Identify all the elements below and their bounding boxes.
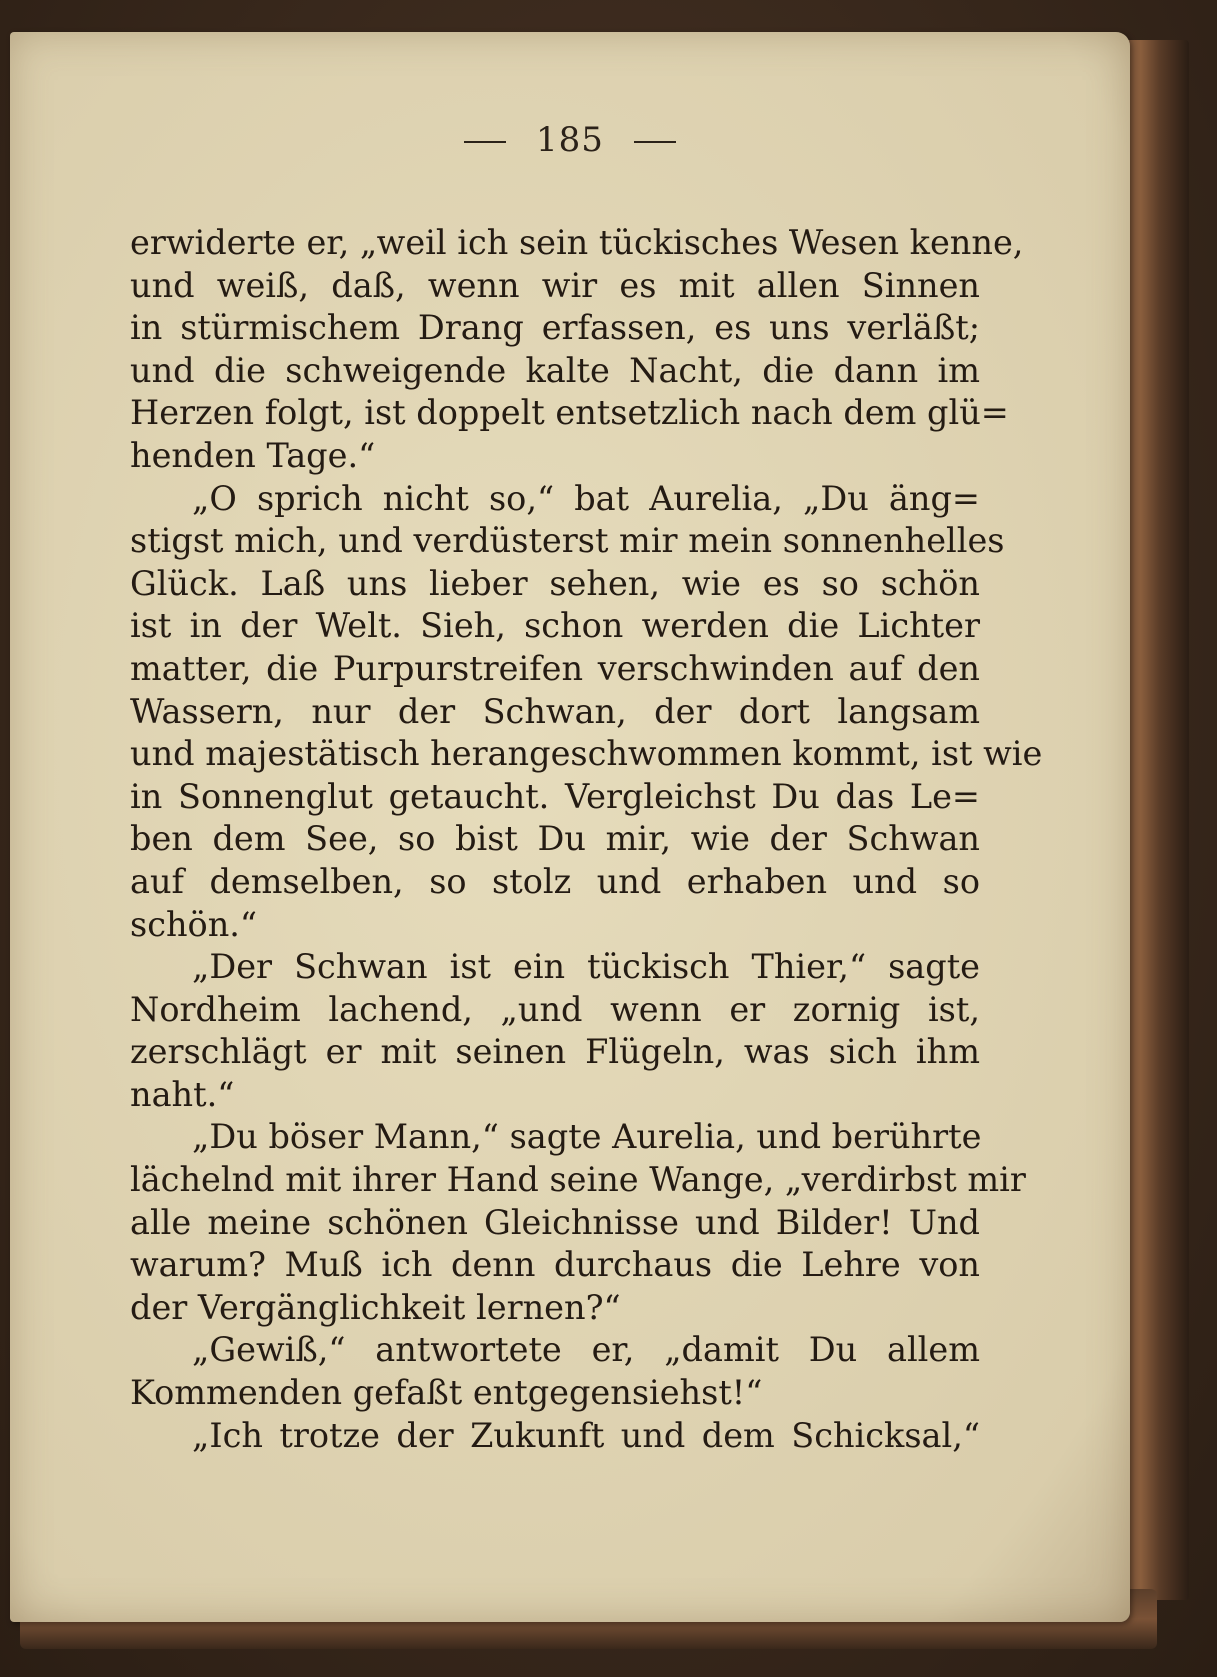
text-line: lächelnd mit ihrer Hand seine Wange, „verdirbst mir [130,1160,1026,1200]
page-number: 185 [536,120,604,160]
text-line: matter, die Purpurstreifen verschwinden auf den [130,648,980,688]
text-line: naht.“ [130,1074,235,1114]
text-line: erwiderte er, „weil ich sein tückisches Wesen kenne, [130,223,1024,262]
text-line: ist in der Welt. Sieh, schon werden die Lichter [130,606,980,646]
text-line: „Der Schwan ist ein tückisch Thier,“ sagte [192,947,980,987]
body-text [130,222,1043,1457]
book-page [10,32,1130,1622]
text-line: der Vergänglichkeit lernen?“ [130,1287,621,1327]
text-line: auf demselben, so stolz und erhaben und so [130,861,980,901]
text-line: und weiß, daß, wenn wir es mit allen Sinnen [130,265,980,305]
text-line: und die schweigende kalte Nacht, die dann im [130,350,980,390]
text-line: Kommenden gefaßt entgegensiehst!“ [130,1373,763,1413]
text-line: alle meine schönen Gleichnisse und Bilder! Und [130,1202,980,1242]
text-line: „Gewiß,“ antwortete er, „damit Du allem [192,1330,980,1370]
text-line: Glück. Laß uns lieber sehen, wie es so schön [130,563,980,603]
text-line: „O sprich nicht so,“ bat Aurelia, „Du äng= [192,478,980,518]
text-line: stigst mich, und verdüsterst mir mein sonnenhelles [130,521,1005,561]
text-line: warum? Muß ich denn durchaus die Lehre von [130,1245,980,1285]
text-line: ben dem See, so bist Du mir, wie der Schwan [130,819,980,859]
text-line: „Ich trotze der Zukunft und dem Schicksal,“ [192,1415,980,1455]
text-line: schön.“ [130,904,258,944]
text-line: Herzen folgt, ist doppelt entsetzlich nach dem glü= [130,393,1009,433]
header-dash-right [634,141,676,143]
text-line: in stürmischem Drang erfassen, es uns verläßt; [130,308,980,348]
text-line: henden Tage.“ [130,435,376,475]
text-line: Wassern, nur der Schwan, der dort langsam [130,691,980,731]
text-line: und majestätisch herangeschwommen kommt, ist wie [130,734,1043,774]
text-line: „Du böser Mann,“ sagte Aurelia, und berührte [192,1117,982,1157]
text-line: zerschlägt er mit seinen Flügeln, was sich ihm [130,1032,980,1072]
text-line: in Sonnenglut getaucht. Vergleichst Du das Le= [130,776,980,816]
page-header [10,120,1130,160]
text-line: Nordheim lachend, „und wenn er zornig ist, [130,989,980,1029]
header-dash-left [464,141,506,143]
